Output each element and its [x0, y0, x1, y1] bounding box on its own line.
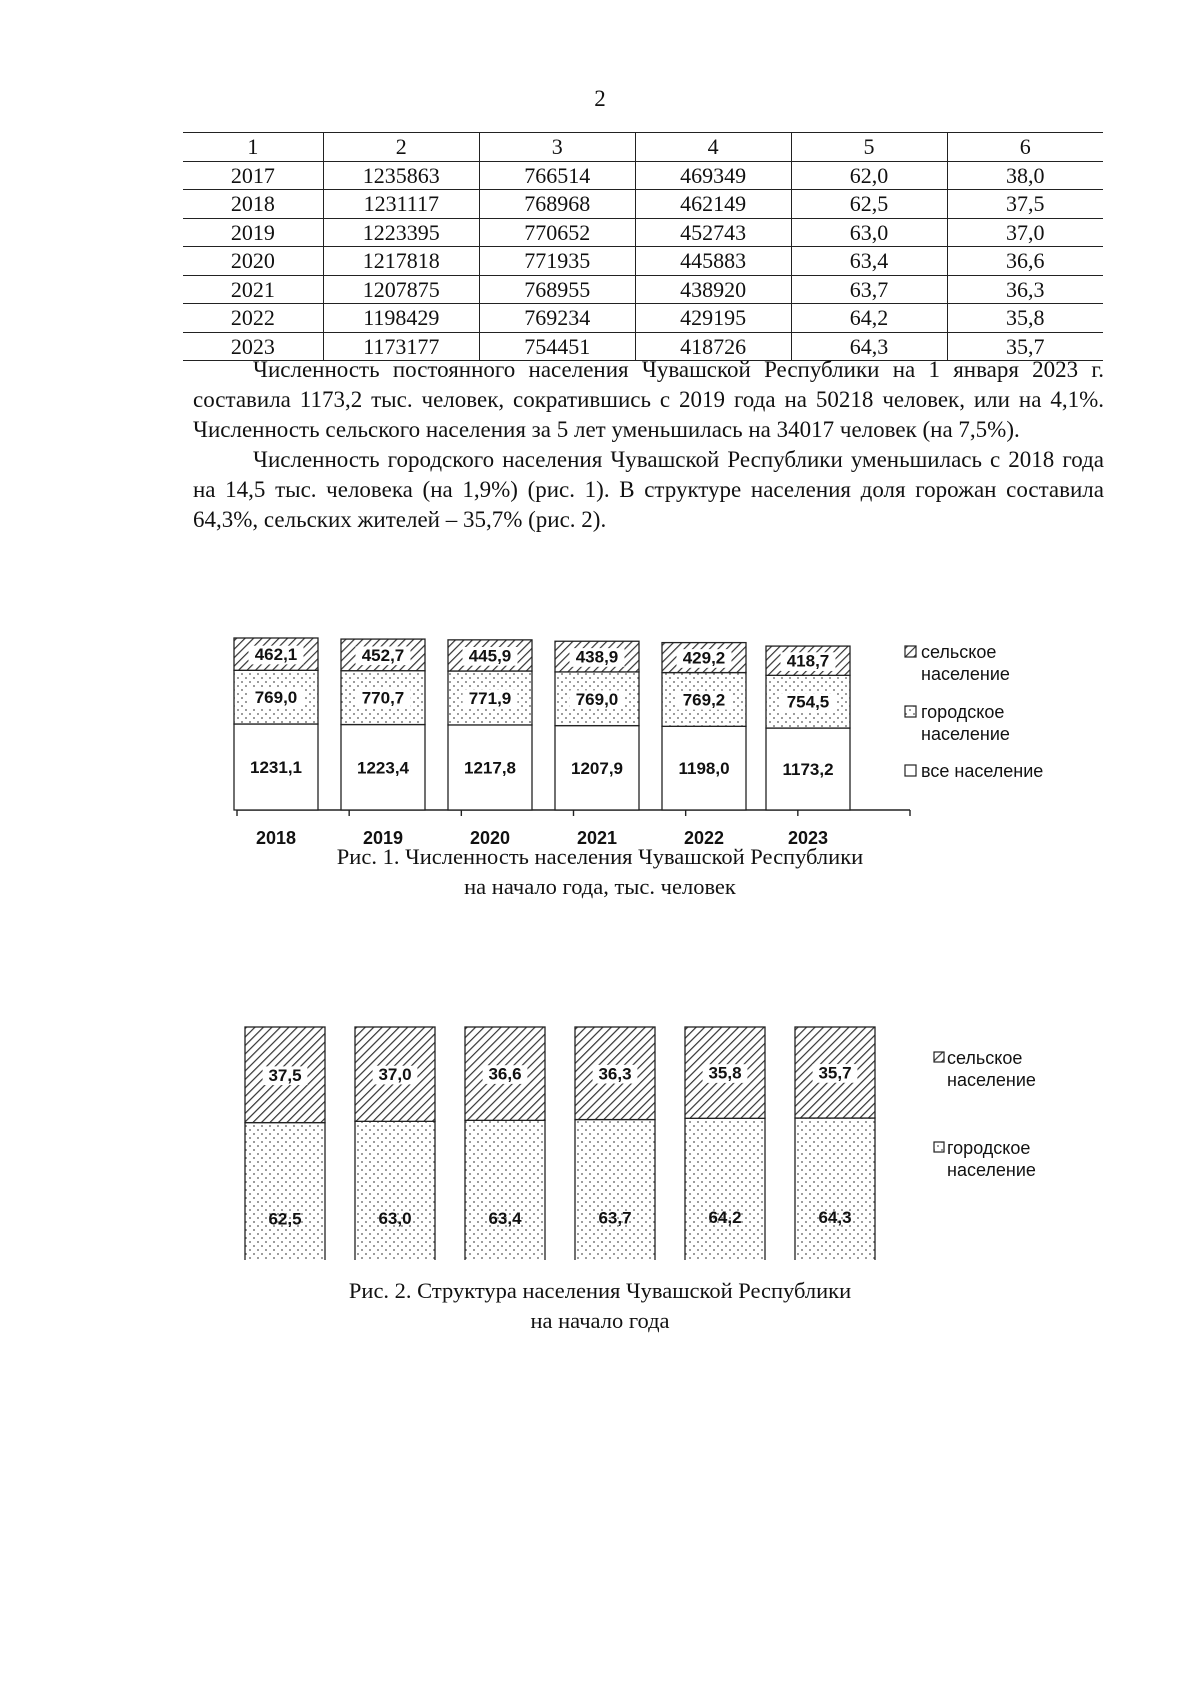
table-cell: 2019 — [183, 218, 323, 247]
table-cell: 2017 — [183, 161, 323, 190]
x-tick-label: 2021 — [576, 828, 618, 848]
x-tick-label: 2023 — [787, 828, 829, 848]
table-cell: 2023 — [183, 332, 323, 361]
bar-label: 418,7 — [786, 651, 830, 671]
table-cell: 1173177 — [323, 332, 479, 361]
bar-label: 36,3 — [598, 1064, 632, 1084]
table-cell: 64,2 — [791, 304, 947, 333]
legend-label: население — [921, 724, 1010, 744]
table-cell: 770652 — [479, 218, 635, 247]
table-cell: 35,8 — [947, 304, 1103, 333]
table-header-cell: 4 — [635, 133, 791, 162]
bar-label: 1217,8 — [464, 758, 516, 778]
table-cell: 768955 — [479, 275, 635, 304]
bar-dots — [245, 1123, 325, 1260]
figure-1-caption-line1: Рис. 1. Численность населения Чувашской Республики — [336, 844, 864, 869]
bar-label: 769,0 — [575, 689, 619, 709]
bar-label: 1223,4 — [357, 758, 409, 778]
bar-dots — [465, 1120, 545, 1260]
figure-2-caption — [0, 1276, 1200, 1336]
table-cell: 429195 — [635, 304, 791, 333]
table-cell: 38,0 — [947, 161, 1103, 190]
bar-label: 438,9 — [575, 647, 619, 667]
table-cell: 35,7 — [947, 332, 1103, 361]
table-cell: 36,6 — [947, 247, 1103, 276]
table-cell: 768968 — [479, 190, 635, 219]
table-cell: 769234 — [479, 304, 635, 333]
bar-label: 63,4 — [488, 1208, 522, 1228]
table-cell: 63,7 — [791, 275, 947, 304]
bar-label: 63,0 — [378, 1209, 412, 1229]
bar-label: 429,2 — [682, 648, 726, 668]
table-cell: 418726 — [635, 332, 791, 361]
table-cell: 1207875 — [323, 275, 479, 304]
figure-2-caption-line1: Рис. 2. Структура населения Чувашской Республики — [348, 1278, 852, 1303]
table-cell: 1223395 — [323, 218, 479, 247]
table-cell: 64,3 — [791, 332, 947, 361]
table-cell: 63,0 — [791, 218, 947, 247]
table-cell: 766514 — [479, 161, 635, 190]
table-header-cell: 3 — [479, 133, 635, 162]
table-cell: 37,5 — [947, 190, 1103, 219]
legend-label: население — [947, 1160, 1036, 1180]
bar-dots — [575, 1120, 655, 1260]
bar-label: 769,2 — [682, 690, 726, 710]
bar-label: 1198,0 — [678, 759, 730, 779]
table-cell: 1231117 — [323, 190, 479, 219]
bar-dots — [355, 1121, 435, 1260]
table-cell: 2021 — [183, 275, 323, 304]
bar-label: 452,7 — [361, 645, 405, 665]
table-header-cell: 6 — [947, 133, 1103, 162]
legend-label: население — [921, 664, 1010, 684]
table-header-cell: 1 — [183, 133, 323, 162]
bar-label: 1231,1 — [250, 758, 302, 777]
x-tick-label: 2020 — [469, 828, 511, 848]
legend-label: все население — [921, 761, 1044, 781]
legend-swatch — [934, 1142, 944, 1152]
bar-label: 754,5 — [786, 692, 830, 712]
figure-1-caption-line2: на начало года, тыс. человек — [464, 874, 736, 899]
bar-label: 769,0 — [254, 688, 298, 708]
table-cell: 771935 — [479, 247, 635, 276]
bar-label: 37,5 — [268, 1065, 302, 1085]
bar-label: 37,0 — [378, 1065, 412, 1085]
bar-label: 1173,2 — [782, 760, 834, 780]
bar-label: 35,7 — [818, 1063, 852, 1083]
bar-dots — [795, 1118, 875, 1260]
table-cell: 2020 — [183, 247, 323, 276]
table-cell: 62,0 — [791, 161, 947, 190]
bar-label: 64,2 — [708, 1208, 742, 1228]
table-cell: 462149 — [635, 190, 791, 219]
bar-dots — [685, 1118, 765, 1260]
bar-label: 35,8 — [708, 1063, 742, 1083]
paragraph-1: Численность постоянного населения Чувашской Республики на 1 января 2023 г. составила 1173,2 тыс. человек, сократившись с 2019 года на 50218 человек, или на 4,1%. Численность сельского населения за 5 лет уменьшилась на 34017 человек (на 7,5%). — [193, 357, 1104, 442]
table-cell: 37,0 — [947, 218, 1103, 247]
bar-label: 63,7 — [598, 1208, 632, 1228]
bar-label: 1207,9 — [571, 758, 623, 778]
legend-label: городское — [921, 702, 1005, 722]
paragraph-2: Численность городского населения Чувашской Республики уменьшилась с 2018 года на 14,5 тыс. человека (на 1,9%) (рис. 1). В структуре населения доля горожан составила 64,3%, сельских жителей – 35,7% (рис. 2). — [193, 447, 1104, 532]
table-cell: 1235863 — [323, 161, 479, 190]
table-cell: 445883 — [635, 247, 791, 276]
table-cell: 1217818 — [323, 247, 479, 276]
legend-label: городское — [947, 1138, 1031, 1158]
x-tick-label: 2018 — [255, 828, 297, 848]
page-number: 2 — [594, 86, 606, 111]
table-cell: 1198429 — [323, 304, 479, 333]
table-cell: 469349 — [635, 161, 791, 190]
table-header-cell: 2 — [323, 133, 479, 162]
table-cell: 438920 — [635, 275, 791, 304]
bar-label: 770,7 — [361, 688, 405, 708]
legend-swatch — [934, 1052, 944, 1062]
bar-label: 62,5 — [268, 1209, 302, 1229]
table-cell: 452743 — [635, 218, 791, 247]
figure-2-caption-line2: на начало года — [530, 1308, 670, 1333]
bar-label: 445,9 — [468, 646, 512, 666]
table-header-cell: 5 — [791, 133, 947, 162]
table-cell: 2022 — [183, 304, 323, 333]
table-cell: 63,4 — [791, 247, 947, 276]
bar-label: 64,3 — [818, 1207, 852, 1227]
table-cell: 62,5 — [791, 190, 947, 219]
legend-label: население — [947, 1070, 1036, 1090]
bar-label: 771,9 — [468, 688, 512, 708]
table-cell: 754451 — [479, 332, 635, 361]
x-tick-label: 2022 — [683, 828, 725, 848]
x-tick-label: 2019 — [362, 828, 404, 848]
table-cell: 2018 — [183, 190, 323, 219]
legend-label: сельское — [947, 1048, 1023, 1068]
table-cell: 36,3 — [947, 275, 1103, 304]
bar-label: 462,1 — [254, 645, 298, 665]
legend-label: сельское — [921, 642, 997, 662]
bar-label: 36,6 — [488, 1064, 522, 1084]
